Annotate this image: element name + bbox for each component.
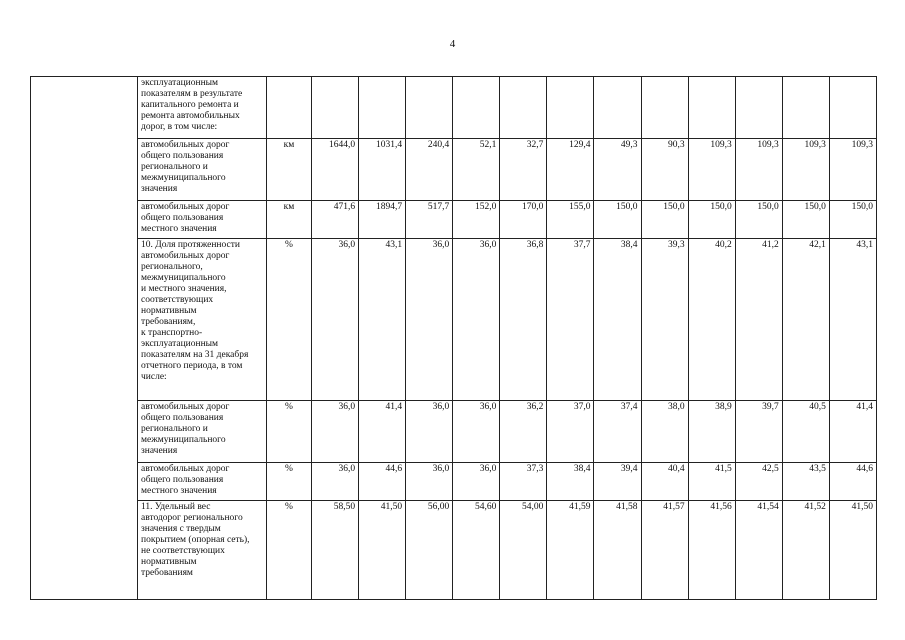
indicator-label-cell: 10. Доля протяженности автомобильных дорог регионального, межмуниципального и местного значения, соответствующих нормативным требованиям, к транспортно- эксплуатационным показателям на 31 декабря отчетного периода, в том числе: <box>138 239 267 401</box>
indicator-label-cell: автомобильных дорог общего пользования регионального и межмуниципального значения <box>138 139 267 201</box>
value-cell: 38,4 <box>547 463 594 501</box>
value-cell: 517,7 <box>406 201 453 239</box>
value-cell: 41,59 <box>547 501 594 600</box>
value-cell: 43,1 <box>359 239 406 401</box>
unit-cell: км <box>267 139 312 201</box>
value-cell: 36,2 <box>500 401 547 463</box>
value-cell: 44,6 <box>359 463 406 501</box>
value-cell: 42,1 <box>782 239 829 401</box>
value-cell: 155,0 <box>547 201 594 239</box>
value-cell: 41,50 <box>359 501 406 600</box>
value-cell <box>359 77 406 139</box>
table-row <box>31 239 877 401</box>
value-cell <box>312 77 359 139</box>
indicator-label-cell: 11. Удельный вес автодорог регионального значения с твердым покрытием (опорная сеть), не соответствующих нормативным требованиям <box>138 501 267 600</box>
value-cell: 150,0 <box>782 201 829 239</box>
value-cell: 240,4 <box>406 139 453 201</box>
unit-cell: км <box>267 201 312 239</box>
value-cell: 40,5 <box>782 401 829 463</box>
unit-cell: % <box>267 463 312 501</box>
unit-cell <box>267 77 312 139</box>
value-cell: 471,6 <box>312 201 359 239</box>
value-cell <box>547 77 594 139</box>
value-cell: 42,5 <box>735 463 782 501</box>
value-cell: 38,9 <box>688 401 735 463</box>
value-cell: 39,7 <box>735 401 782 463</box>
value-cell: 109,3 <box>688 139 735 201</box>
value-cell: 109,3 <box>782 139 829 201</box>
blank-merged-cell <box>31 77 138 600</box>
value-cell: 39,3 <box>641 239 688 401</box>
table-body <box>31 77 877 600</box>
value-cell <box>829 77 876 139</box>
value-cell: 36,0 <box>453 401 500 463</box>
indicator-label-cell: автомобильных дорог общего пользования местного значения <box>138 201 267 239</box>
value-cell: 38,0 <box>641 401 688 463</box>
table-row <box>31 201 877 239</box>
value-cell: 41,54 <box>735 501 782 600</box>
value-cell <box>594 77 641 139</box>
value-cell: 54,60 <box>453 501 500 600</box>
value-cell: 1031,4 <box>359 139 406 201</box>
unit-cell: % <box>267 239 312 401</box>
page-number: 4 <box>449 38 456 50</box>
table-row <box>31 401 877 463</box>
value-cell: 36,8 <box>500 239 547 401</box>
value-cell <box>735 77 782 139</box>
value-cell: 56,00 <box>406 501 453 600</box>
value-cell: 41,4 <box>829 401 876 463</box>
indicator-label-cell: автомобильных дорог общего пользования местного значения <box>138 463 267 501</box>
value-cell: 41,56 <box>688 501 735 600</box>
value-cell: 36,0 <box>453 239 500 401</box>
value-cell: 109,3 <box>829 139 876 201</box>
value-cell: 41,5 <box>688 463 735 501</box>
value-cell: 37,3 <box>500 463 547 501</box>
value-cell: 41,58 <box>594 501 641 600</box>
value-cell: 36,0 <box>312 401 359 463</box>
value-cell <box>453 77 500 139</box>
value-cell: 150,0 <box>829 201 876 239</box>
value-cell <box>406 77 453 139</box>
value-cell: 150,0 <box>641 201 688 239</box>
value-cell <box>641 77 688 139</box>
value-cell <box>782 77 829 139</box>
value-cell: 36,0 <box>406 401 453 463</box>
value-cell: 32,7 <box>500 139 547 201</box>
value-cell: 1894,7 <box>359 201 406 239</box>
value-cell: 41,4 <box>359 401 406 463</box>
value-cell: 43,1 <box>829 239 876 401</box>
value-cell: 129,4 <box>547 139 594 201</box>
value-cell: 43,5 <box>782 463 829 501</box>
indicator-label-cell: эксплуатационным показателям в результате капитального ремонта и ремонта автомобильных дорог, в том числе: <box>138 77 267 139</box>
unit-cell: % <box>267 501 312 600</box>
value-cell: 109,3 <box>735 139 782 201</box>
value-cell: 44,6 <box>829 463 876 501</box>
value-cell: 41,50 <box>829 501 876 600</box>
value-cell: 40,4 <box>641 463 688 501</box>
value-cell: 152,0 <box>453 201 500 239</box>
value-cell: 36,0 <box>406 463 453 501</box>
value-cell: 36,0 <box>312 239 359 401</box>
value-cell: 150,0 <box>594 201 641 239</box>
value-cell: 41,2 <box>735 239 782 401</box>
indicators-table <box>30 76 877 600</box>
table-row <box>31 463 877 501</box>
value-cell: 36,0 <box>453 463 500 501</box>
table-row <box>31 139 877 201</box>
value-cell: 41,57 <box>641 501 688 600</box>
value-cell: 36,0 <box>406 239 453 401</box>
value-cell <box>500 77 547 139</box>
table-row <box>31 501 877 600</box>
value-cell <box>688 77 735 139</box>
value-cell: 41,52 <box>782 501 829 600</box>
value-cell: 58,50 <box>312 501 359 600</box>
value-cell: 37,4 <box>594 401 641 463</box>
value-cell: 49,3 <box>594 139 641 201</box>
value-cell: 40,2 <box>688 239 735 401</box>
value-cell: 37,0 <box>547 401 594 463</box>
value-cell: 38,4 <box>594 239 641 401</box>
value-cell: 1644,0 <box>312 139 359 201</box>
table-row <box>31 77 877 139</box>
indicator-label-cell: автомобильных дорог общего пользования регионального и межмуниципального значения <box>138 401 267 463</box>
value-cell: 90,3 <box>641 139 688 201</box>
value-cell: 150,0 <box>688 201 735 239</box>
value-cell: 54,00 <box>500 501 547 600</box>
value-cell: 150,0 <box>735 201 782 239</box>
unit-cell: % <box>267 401 312 463</box>
value-cell: 39,4 <box>594 463 641 501</box>
value-cell: 36,0 <box>312 463 359 501</box>
value-cell: 170,0 <box>500 201 547 239</box>
value-cell: 37,7 <box>547 239 594 401</box>
value-cell: 52,1 <box>453 139 500 201</box>
